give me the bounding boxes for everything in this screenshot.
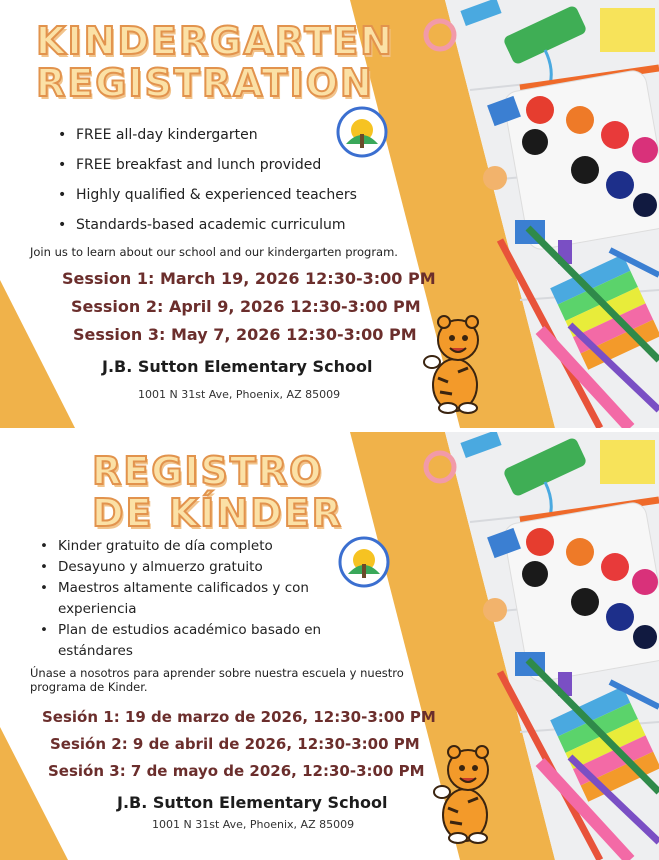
flyer-spanish bbox=[0, 432, 659, 860]
session-3: Session 3: May 7, 2026 12:30-3:00 PM bbox=[73, 325, 417, 344]
session-3: Sesión 3: 7 de mayo de 2026, 12:30-3:00 PM bbox=[48, 762, 425, 780]
tiger-mascot-icon bbox=[424, 316, 478, 413]
session-1: Session 1: March 19, 2026 12:30-3:00 PM bbox=[62, 269, 436, 288]
school-name: J.B. Sutton Elementary School bbox=[117, 793, 388, 812]
intro-text: Join us to learn about our school and our kindergarten program. bbox=[30, 245, 398, 259]
corner-triangle bbox=[0, 280, 75, 428]
session-1: Sesión 1: 19 de marzo de 2026, 12:30-3:00 PM bbox=[42, 708, 436, 726]
flyer-english bbox=[0, 0, 659, 428]
title-line-1: REGISTRO bbox=[92, 449, 324, 493]
benefits-list bbox=[58, 120, 357, 240]
title-line-1: KINDERGARTEN bbox=[36, 19, 394, 63]
list-item: • Standards-based academic curriculum bbox=[58, 210, 357, 240]
school-address: 1001 N 31st Ave, Phoenix, AZ 85009 bbox=[138, 388, 341, 401]
list-item: • FREE all-day kindergarten bbox=[58, 120, 357, 150]
list-item: • Kinder gratuito de día completo bbox=[40, 536, 340, 557]
district-logo-icon bbox=[340, 538, 388, 586]
session-2: Sesión 2: 9 de abril de 2026, 12:30-3:00 PM bbox=[50, 735, 420, 753]
list-item: • Highly qualified & experienced teachers bbox=[58, 180, 357, 210]
intro-text: Únase a nosotros para aprender sobre nuestra escuela y nuestro programa de Kinder. bbox=[30, 666, 404, 694]
list-item: • FREE breakfast and lunch provided bbox=[58, 150, 357, 180]
benefits-list bbox=[40, 536, 340, 662]
session-2: Session 2: April 9, 2026 12:30-3:00 PM bbox=[71, 297, 421, 316]
list-item: • Plan de estudios académico basado en estándares bbox=[40, 620, 340, 662]
list-item: • Maestros altamente calificados y con experiencia bbox=[40, 578, 340, 620]
title-line-2: REGISTRATION bbox=[36, 61, 374, 105]
list-item: • Desayuno y almuerzo gratuito bbox=[40, 557, 340, 578]
school-name: J.B. Sutton Elementary School bbox=[102, 357, 373, 376]
school-address: 1001 N 31st Ave, Phoenix, AZ 85009 bbox=[152, 818, 355, 831]
title-line-2: DE KÍNDER bbox=[92, 491, 343, 535]
